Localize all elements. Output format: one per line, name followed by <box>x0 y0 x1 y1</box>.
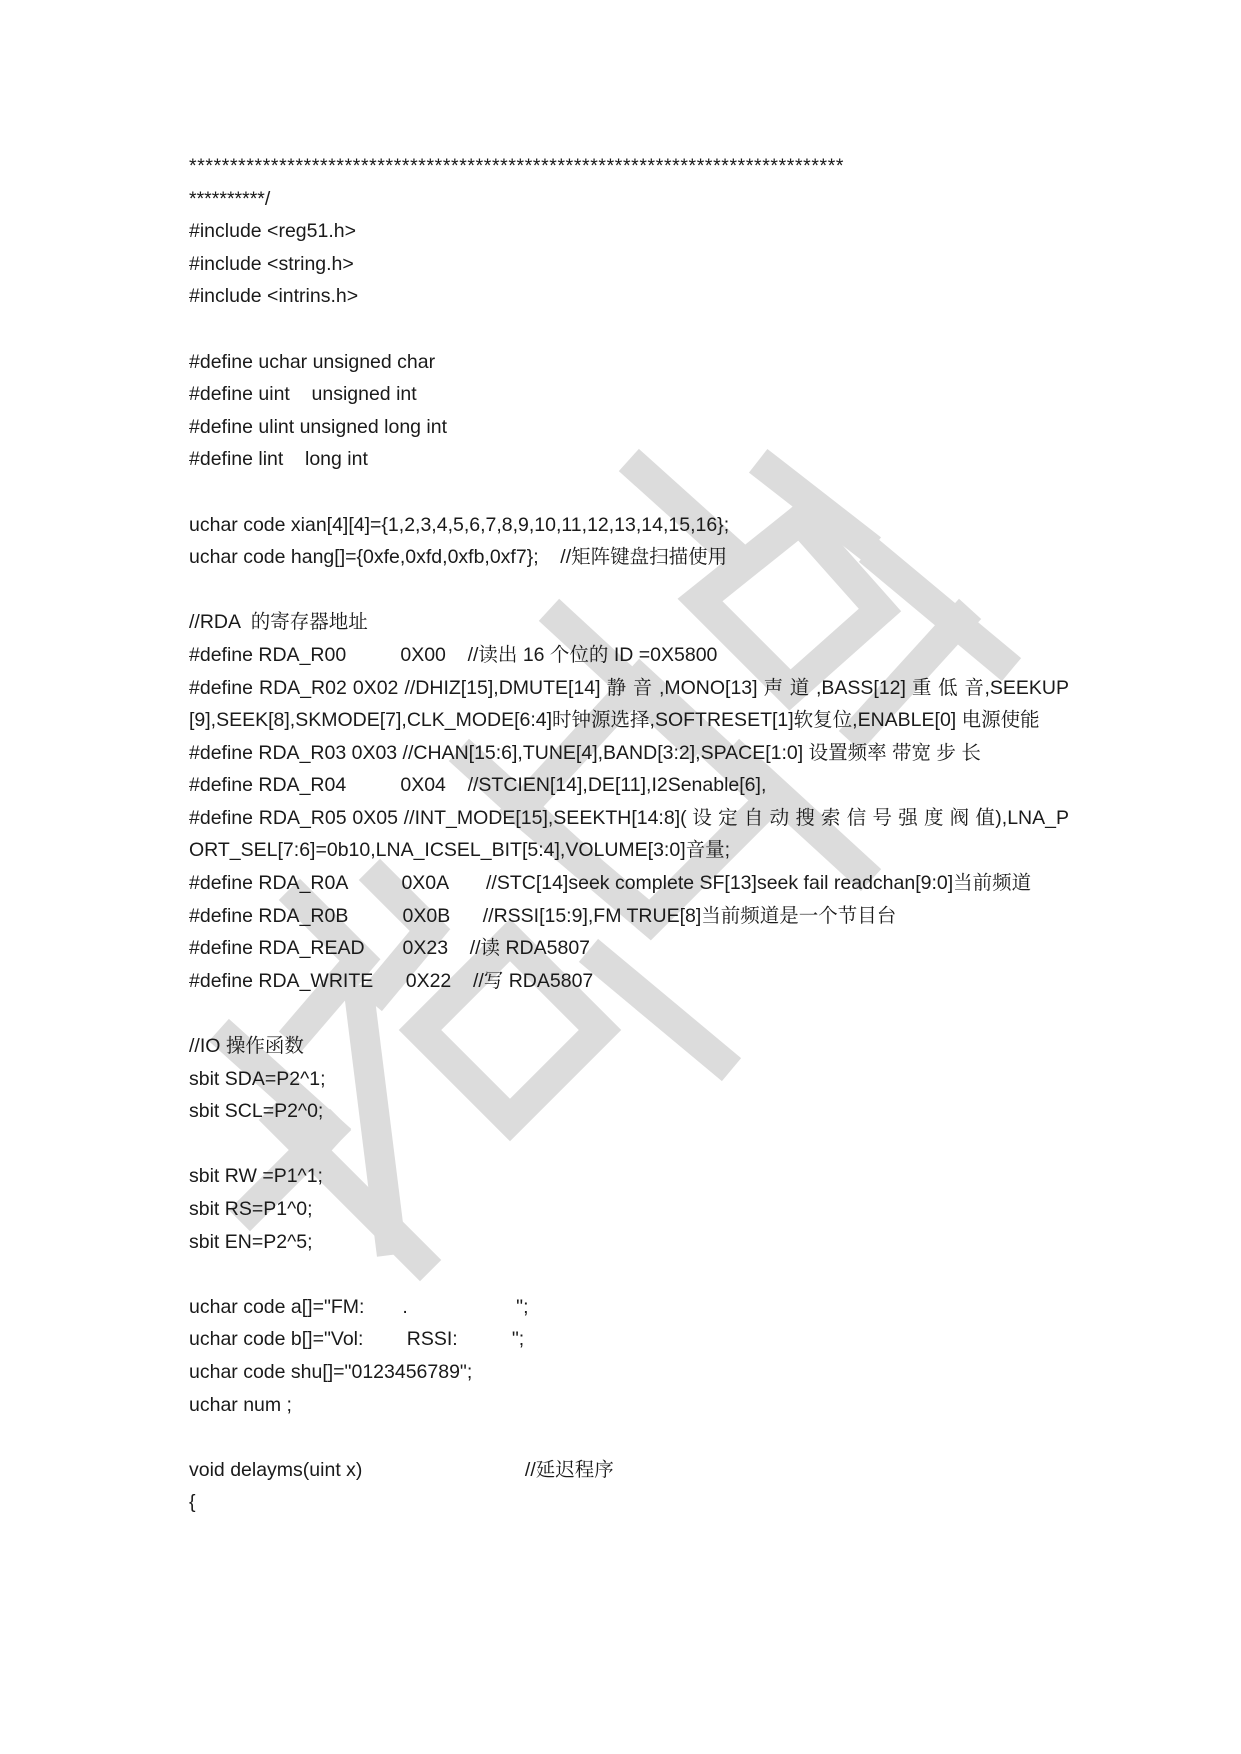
rda-register-comment: //RDA 的寄存器地址 <box>189 611 368 634</box>
blank-line <box>189 1421 1069 1454</box>
hang-array-line: uchar code hang[]={0xfe,0xfd,0xfb,0xf7}; //矩阵键盘扫描使用 <box>189 546 728 569</box>
define-rda-r05-line: #define RDA_R05 0X05 //INT_MODE[15],SEEKTH[14:8]( 设 定 自 动 搜 索 信 号 强 度 阀 值),LNA_PORT_SEL[7:6]=0b10,LNA_ICSEL_BIT[5:4],VOLUME[3:0]音量; <box>189 806 1069 862</box>
define-rda-r02-line: #define RDA_R02 0X02 //DHIZ[15],DMUTE[14] 静 音 ,MONO[13] 声 道 ,BASS[12] 重 低 音,SEEKUP[9],SEEK[8],SKMODE[7],CLK_MODE[6:4]时钟源选择,SOFTRESET[1]软复位,ENABLE[0] 电源使能 <box>189 676 1069 732</box>
open-brace-line: { <box>189 1491 196 1514</box>
sbit-scl-line: sbit SCL=P2^0; <box>189 1100 324 1123</box>
blank-line <box>189 997 1069 1030</box>
define-rda-write-line: #define RDA_WRITE 0X22 //写 RDA5807 <box>189 969 594 992</box>
io-functions-comment: //IO 操作函数 <box>189 1035 304 1058</box>
code-listing <box>189 150 1069 1519</box>
xian-array-line: uchar code xian[4][4]={1,2,3,4,5,6,7,8,9,10,11,12,13,14,15,16}; <box>189 513 730 536</box>
blank-line <box>189 313 1069 346</box>
blank-line <box>189 574 1069 607</box>
define-rda-r04-line: #define RDA_R04 0X04 //STCIEN[14],DE[11],I2Senable[6], <box>189 774 767 797</box>
define-rda-read-line: #define RDA_READ 0X23 //读 RDA5807 <box>189 937 591 960</box>
blank-line <box>189 1258 1069 1291</box>
define-lint-line: #define lint long int <box>189 448 368 471</box>
include-reg51-line: #include <reg51.h> <box>189 220 356 243</box>
sbit-en-line: sbit EN=P2^5; <box>189 1230 313 1253</box>
define-uchar-line: #define uchar unsigned char <box>189 350 436 373</box>
include-string-line: #include <string.h> <box>189 252 354 275</box>
define-rda-r03-line: #define RDA_R03 0X03 //CHAN[15:6],TUNE[4],BAND[3:2],SPACE[1:0] 设置频率 带宽 步 长 <box>189 741 981 764</box>
define-ulint-line: #define ulint unsigned long int <box>189 415 448 438</box>
uchar-num-line: uchar num ; <box>189 1393 292 1416</box>
sbit-rs-line: sbit RS=P1^0; <box>189 1198 313 1220</box>
delayms-function-line: void delayms(uint x) //延迟程序 <box>189 1458 614 1481</box>
define-uint-line: #define uint unsigned int <box>189 383 417 406</box>
blank-line <box>189 476 1069 509</box>
sbit-sda-line: sbit SDA=P2^1; <box>189 1067 326 1090</box>
define-rda-r0b-line: #define RDA_R0B 0X0B //RSSI[15:9],FM TRUE[8]当前频道是一个节目台 <box>189 904 897 927</box>
define-rda-r0a-line: #define RDA_R0A 0X0A //STC[14]seek complete SF[13]seek fail readchan[9:0]当前频道 <box>189 872 1032 895</box>
comment-end-line: **********/ <box>189 187 271 210</box>
define-rda-r00-line: #define RDA_R00 0X00 //读出 16 个位的 ID =0X5800 <box>189 643 718 666</box>
sbit-rw-line: sbit RW =P1^1; <box>189 1165 323 1188</box>
code-b-line: uchar code b[]="Vol: RSSI: "; <box>189 1328 525 1351</box>
code-shu-line: uchar code shu[]="0123456789"; <box>189 1360 473 1383</box>
code-a-line: uchar code a[]="FM: . "; <box>189 1295 529 1318</box>
comment-stars-line: ******************************************************************************** <box>189 155 845 177</box>
blank-line <box>189 1128 1069 1161</box>
include-intrins-line: #include <intrins.h> <box>189 285 359 308</box>
